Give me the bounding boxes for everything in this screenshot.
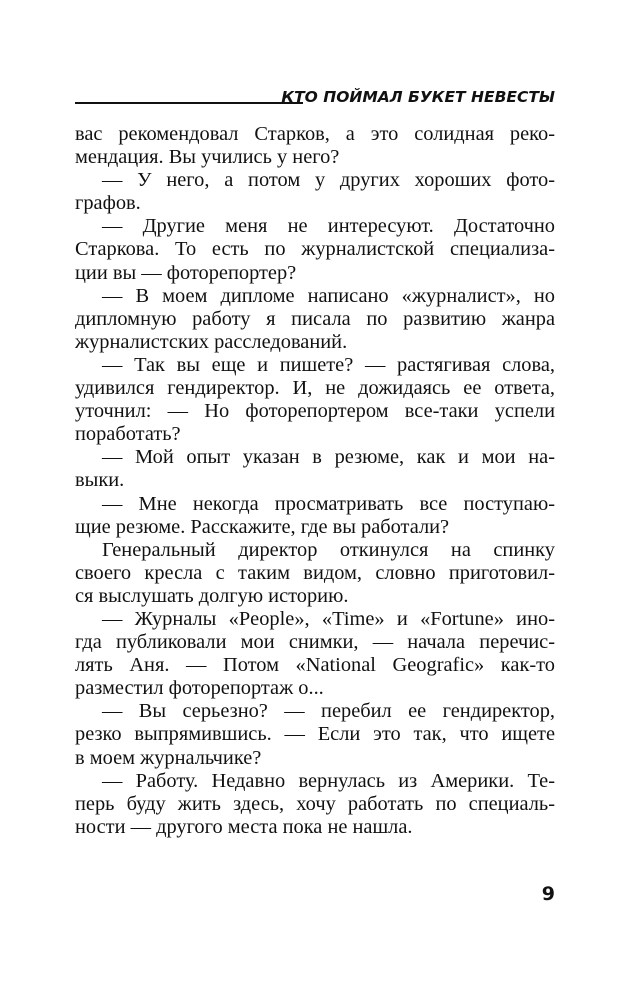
text-line: графов. xyxy=(75,192,141,215)
text-line: — Другие меня не интересуют. Достаточно xyxy=(102,215,555,238)
text-line: дипломную работу я писала по развитию жанра xyxy=(75,307,555,330)
page-number: 9 xyxy=(541,883,555,905)
text-line: лять Аня. — Потом «National Geografic» как-то xyxy=(75,654,555,677)
text-line: ся выслушать долгую историю. xyxy=(75,584,349,607)
text-line: — Мой опыт указан в резюме, как и мои на- xyxy=(102,446,555,469)
text-line: ности — другого места пока не нашла. xyxy=(75,815,413,838)
text-line: мендация. Вы учились у него? xyxy=(75,146,340,169)
text-line: в моем журнальчике? xyxy=(75,746,262,769)
text-line: — Так вы еще и пишете? — растягивая слова, xyxy=(102,353,555,376)
text-line: — В моем дипломе написано «журналист», но xyxy=(102,284,555,307)
header-rule xyxy=(75,102,303,104)
text-line: — Вы серьезно? — перебил ее гендиректор, xyxy=(102,700,555,723)
text-line: вас рекомендовал Старков, а это солидная реко- xyxy=(75,123,555,145)
text-line: гда публиковали мои снимки, — начала перечис- xyxy=(75,631,555,654)
text-line: — Мне некогда просматривать все поступаю- xyxy=(102,492,555,515)
text-line: — Работу. Недавно вернулась из Америки. Те- xyxy=(102,769,555,792)
text-line: — Журналы «People», «Time» и «Fortune» ино- xyxy=(102,607,555,630)
text-line: щие резюме. Расскажите, где вы работали? xyxy=(75,515,450,538)
text-line: Старкова. То есть по журналистской специализа- xyxy=(75,238,555,261)
text-line: выки. xyxy=(75,469,125,492)
text-line: поработать? xyxy=(75,423,181,446)
text-line: резко выпрямившись. — Если это так, что ищете xyxy=(75,723,555,746)
text-line: журналистских расследований. xyxy=(75,330,348,353)
text-line: ции вы — фоторепортер? xyxy=(75,261,297,284)
text-line: — У него, а потом у других хороших фото- xyxy=(102,169,555,192)
text-line: уточнил: — Но фоторепортером все-таки успели xyxy=(75,400,555,423)
text-line: своего кресла с таким видом, словно приготовил- xyxy=(75,561,555,584)
running-title: КТО ПОЙМАЛ БУКЕТ НЕВЕСТЫ xyxy=(281,88,555,106)
running-header xyxy=(75,86,555,110)
text-line: разместил фоторепортаж о... xyxy=(75,677,324,700)
text-line: Генеральный директор откинулся на спинку xyxy=(102,538,555,561)
body-text xyxy=(75,123,555,839)
text-line: удивился гендиректор. И, не дожидаясь ее ответа, xyxy=(75,377,555,400)
text-line: перь буду жить здесь, хочу работать по специаль- xyxy=(75,792,555,815)
